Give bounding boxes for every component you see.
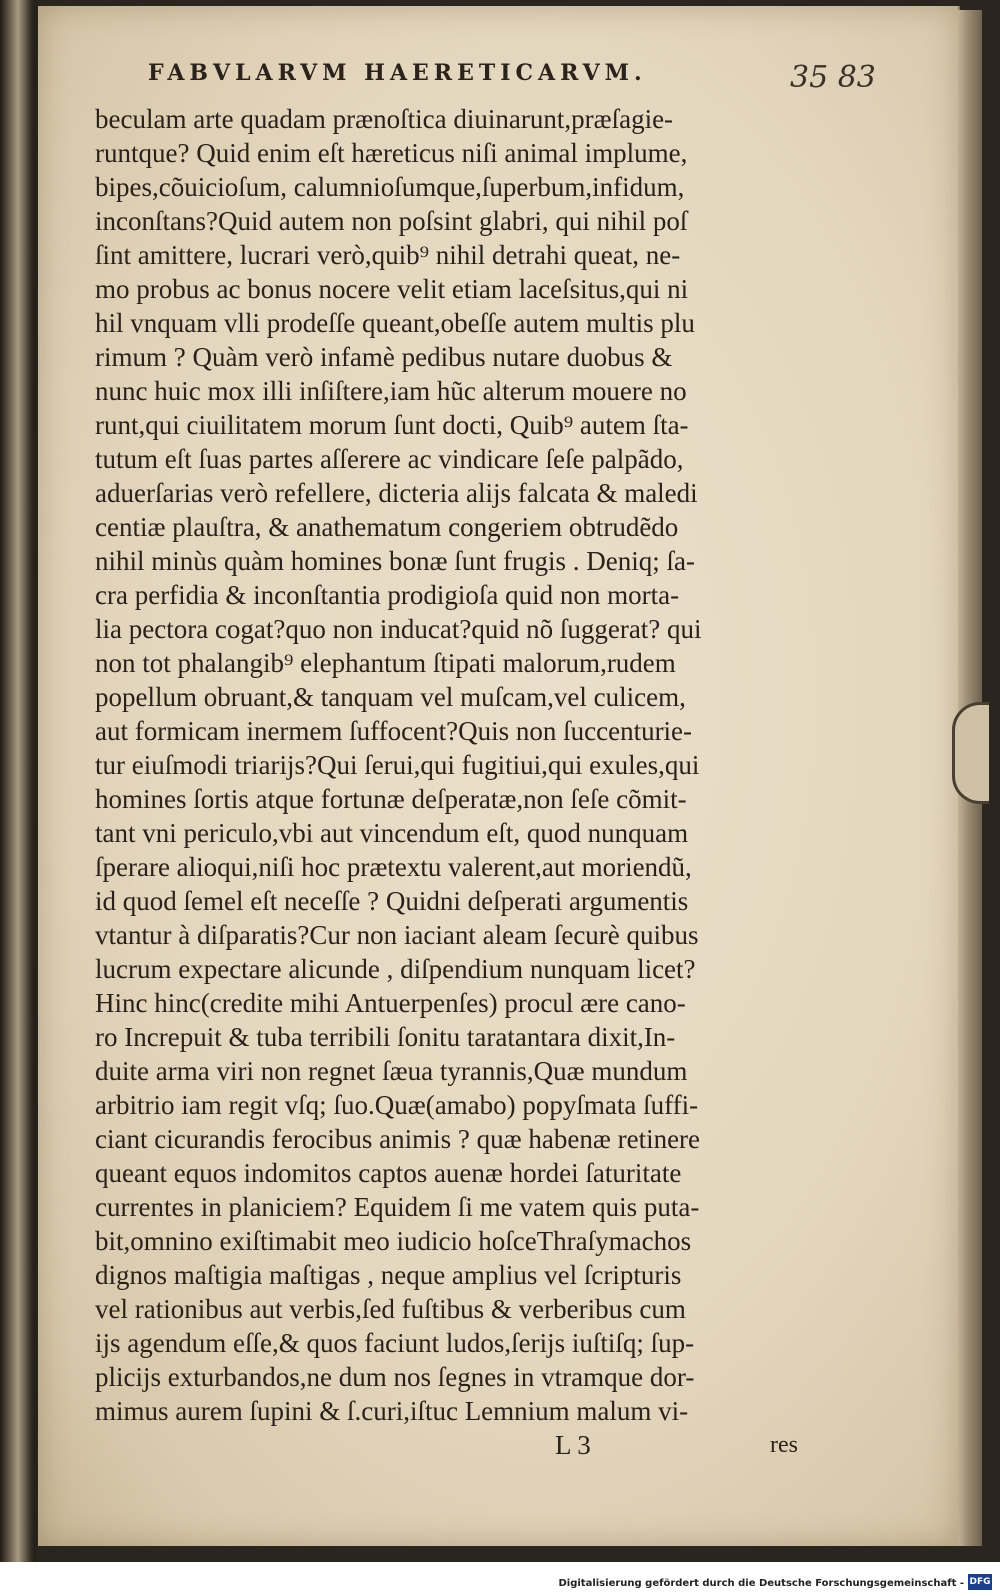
text-line: beculam arte quadam prænoſtica diuinarunt,præſagie-: [95, 104, 674, 134]
text-line: plicijs exturbandos,ne dum nos ſegnes in vtramque dor-: [95, 1362, 695, 1392]
text-line: runt,qui ciuilitatem morum ſunt docti, Quib⁹ autem ſta-: [95, 410, 689, 440]
text-line: bipes,cõuicioſum, calumnioſumque,ſuperbum,infidum,: [95, 172, 685, 202]
text-line: tutum eſt ſuas partes aſſerere ac vindicare ſeſe palpãdo,: [95, 444, 684, 474]
text-line: mo probus ac bonus nocere velit etiam laceſsitus,qui ni: [95, 274, 689, 304]
text-line: ro Increpuit & tuba terribili ſonitu taratantara dixit,In-: [95, 1022, 676, 1052]
text-line: non tot phalangib⁹ elephantum ſtipati malorum,rudem: [95, 648, 676, 678]
text-line: inconſtans?Quid autem non poſsint glabri, qui nihil poſ: [95, 206, 688, 236]
text-line: lia pectora cogat?quo non inducat?quid nõ ſuggerat? qui: [95, 614, 702, 644]
text-line: vtantur à diſparatis?Cur non iaciant aleam ſecurè quibus: [95, 920, 699, 950]
text-line: hil vnquam vlli prodeſſe queant,obeſſe autem multis plu: [95, 308, 695, 338]
text-line: queant equos indomitos captos auenæ hordei ſaturitate: [95, 1158, 682, 1188]
running-head: FABVLARVM HAERETICARVM.: [148, 60, 647, 86]
text-line: mimus aurem ſupini & ſ.curi,iſtuc Lemnium malum vi-: [95, 1396, 689, 1426]
text-line: ſint amittere, lucrari verò,quib⁹ nihil detrahi queat, ne-: [95, 240, 681, 270]
text-line: aduerſarias verò refellere, dicteria alijs falcata & maledi: [95, 478, 698, 508]
text-line: homines ſortis atque fortunæ deſperatæ,non ſeſe cõmit-: [95, 784, 687, 814]
text-line: nunc huic mox illi inſiſtere,iam hũc alterum mouere no: [95, 376, 687, 406]
text-line: nihil minùs quàm homines bonæ ſunt frugis . Deniq; ſa-: [95, 546, 695, 576]
catchword: res: [770, 1432, 798, 1458]
signature-mark: L 3: [555, 1430, 591, 1460]
text-line: lucrum expectare alicunde , diſpendium nunquam licet?: [95, 954, 696, 984]
text-line: popellum obruant,& tanquam vel muſcam,vel culicem,: [95, 682, 686, 712]
folio-number: 35 83: [790, 60, 876, 95]
text-line: ciant cicurandis ferocibus animis ? quæ habenæ retinere: [95, 1124, 701, 1154]
text-line: id quod ſemel eſt neceſſe ? Quidni deſperati argumentis: [95, 886, 689, 916]
text-line: runtque? Quid enim eſt hæreticus niſi animal implume,: [95, 138, 688, 168]
text-line: ijs agendum eſſe,& quos faciunt ludos,ſerijs iuſtiſq; ſup-: [95, 1328, 695, 1358]
text-line: rimum ? Quàm verò infamè pedibus nutare duobus &: [95, 342, 673, 372]
text-line: vel rationibus aut verbis,ſed fuſtibus & verberibus cum: [95, 1294, 686, 1324]
text-line: centiæ plauſtra, & anathematum congeriem obtrudẽdo: [95, 512, 679, 542]
text-line: aut formicam inermem ſuffocent?Quis non ſuccenturie-: [95, 716, 693, 746]
text-line: dignos maſtigia maſtigas , neque amplius vel ſcripturis: [95, 1260, 682, 1290]
text-line: Hinc hinc(credite mihi Antuerpenſes) procul ære cano-: [95, 988, 686, 1018]
text-line: arbitrio iam regit vſq; ſuo.Quæ(amabo) popyſmata ſuffi-: [95, 1090, 699, 1120]
dfg-logo-icon: DFG: [968, 1574, 992, 1590]
text-line: currentes in planiciem? Equidem ſi me vatem quis puta-: [95, 1192, 700, 1222]
text-line: duite arma viri non regnet ſæua tyrannis,Quæ mundum: [95, 1056, 688, 1086]
body-text: [95, 102, 830, 1428]
footer-credit: Digitalisierung gefördert durch die Deutsche Forschungsgemeinschaft -: [558, 1578, 964, 1589]
text-line: tur eiuſmodi triarijs?Qui ſerui,qui fugitiui,qui exules,qui: [95, 750, 700, 780]
text-line: tant vni periculo,vbi aut vincendum eſt, quod nunquam: [95, 818, 689, 848]
text-line: ſperare alioqui,niſi hoc prætextu valerent,aut moriendũ,: [95, 852, 692, 882]
text-line: bit,omnino exiſtimabit meo iudicio hoſceThraſymachos: [95, 1226, 692, 1256]
text-line: cra perfidia & inconſtantia prodigioſa quid non morta-: [95, 580, 680, 610]
page-tab-marker: [952, 702, 989, 804]
